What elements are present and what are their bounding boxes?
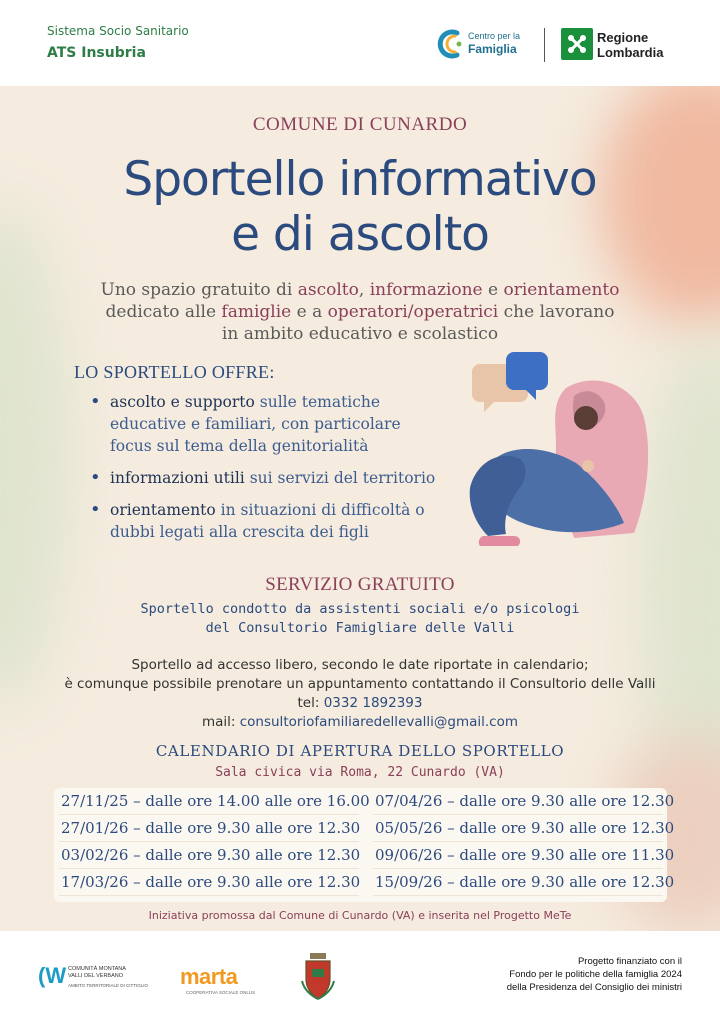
poster-area	[0, 86, 720, 931]
list-item-text: sui servizi del territorio	[244, 469, 436, 487]
calendar-row: 05/05/26 – dalle ore 9.30 alle ore 12.30	[373, 815, 663, 842]
funding-note	[382, 955, 682, 994]
regione-lombardia-cross-icon	[561, 28, 593, 60]
intro-text: dedicato alle	[105, 302, 222, 322]
calendar-table	[54, 788, 675, 902]
calendar-row: 17/03/26 – dalle ore 9.30 alle ore 12.30	[59, 869, 359, 896]
funding-line1: Progetto finanziato con il	[577, 956, 682, 967]
intro-highlight: informazione	[369, 280, 483, 300]
offre-heading: LO SPORTELLO OFFRE:	[74, 362, 275, 382]
intro-highlight: operatori/operatrici	[327, 302, 499, 322]
phone-number[interactable]: 0332 1892393	[323, 695, 423, 711]
funding-line3: della Presidenza del Consiglio dei ministri	[506, 982, 682, 993]
intro-text: e	[482, 280, 504, 300]
access-line1: Sportello ad accesso libero, secondo le date riportate in calendario;	[131, 657, 589, 673]
comune-crest-icon	[298, 951, 338, 1003]
centro-line1: Centro per la	[468, 31, 521, 41]
phone-label: tel:	[297, 695, 324, 711]
intro-line1	[40, 279, 680, 301]
intro-highlight: orientamento	[503, 280, 620, 300]
intro-highlight: ascolto	[297, 280, 359, 300]
centro-per-la-famiglia-logo	[437, 27, 537, 61]
list-item-text: sulle tematiche educative e familiari, con particolare focus sul tema della genitorialità	[110, 393, 401, 455]
intro-line3: in ambito educativo e scolastico	[221, 324, 499, 344]
phone-line	[0, 694, 720, 713]
page-title	[0, 152, 720, 262]
speech-bubbles-icon	[472, 352, 548, 412]
list-item-text: in situazioni di difficoltà o dubbi legati alla crescita dei figli	[110, 501, 425, 541]
ats-name: ATS Insubria	[47, 45, 146, 61]
centro-line2: Famiglia	[468, 42, 517, 56]
calendar-subtitle: Sala civica via Roma, 22 Cunardo (VA)	[215, 765, 505, 780]
servizio-heading: SERVIZIO GRATUITO	[265, 574, 455, 595]
list-item-strong: informazioni utili	[110, 469, 245, 487]
mail-address[interactable]: consultoriofamiliaredellevalli@gmail.com	[239, 714, 519, 730]
intro-highlight: famiglie	[221, 302, 292, 322]
comune-heading: COMUNE DI CUNARDO	[252, 114, 468, 135]
condotto-line2: del Consultorio Famigliare delle Valli	[205, 620, 515, 636]
title-line1: Sportello informativo	[123, 152, 597, 207]
mail-line	[0, 713, 720, 732]
marta-subtitle: COOPERATIVA SOCIALE ONLUS	[186, 990, 256, 995]
calendar-row: 27/01/26 – dalle ore 9.30 alle ore 12.30	[59, 815, 359, 842]
header-bar	[0, 0, 720, 86]
comunita-montana-ambito: AMBITO TERRITORIALE DI CITTIGLIO	[68, 983, 149, 988]
centro-famiglia-mark-icon	[437, 27, 465, 61]
list-item-strong: ascolto e supporto	[110, 393, 255, 411]
list-item	[90, 467, 440, 489]
intro-paragraph	[40, 279, 680, 345]
poster-content	[0, 86, 720, 931]
comunita-montana-logo	[38, 963, 148, 993]
calendar-column-right	[373, 788, 675, 896]
iniziativa-note: Iniziativa promossa dal Comune di Cunardo (VA) e inserita nel Progetto MeTe	[148, 909, 572, 922]
regione-line2: Lombardia	[597, 45, 664, 60]
intro-text: e a	[291, 302, 328, 322]
header-divider	[544, 28, 545, 62]
intro-text: che lavorano	[498, 302, 615, 322]
comunita-montana-name	[68, 966, 126, 980]
calendar-title: CALENDARIO DI APERTURA DELLO SPORTELLO	[155, 742, 565, 760]
access-info	[0, 656, 720, 732]
calendar-row: 27/11/25 – dalle ore 14.00 alle ore 16.00	[59, 788, 359, 815]
calendar-row: 09/06/26 – dalle ore 9.30 alle ore 11.30	[373, 842, 663, 869]
intro-text: ,	[358, 280, 370, 300]
calendar-row: 15/09/26 – dalle ore 9.30 alle ore 12.30	[373, 869, 663, 896]
list-item	[90, 391, 440, 457]
list-item	[90, 499, 440, 543]
services-list	[90, 391, 440, 553]
intro-line2	[40, 301, 680, 323]
title-line2: e di ascolto	[231, 207, 489, 262]
regione-line1: Regione	[597, 30, 649, 45]
funding-line2: Fondo per le politiche della famiglia 2024	[509, 969, 682, 980]
comunita-montana-mark-icon: (W	[38, 963, 67, 988]
cm-line2: VALLI DEL VERBANO	[68, 973, 124, 979]
mail-label: mail:	[201, 714, 240, 730]
condotto-line1: Sportello condotto da assistenti sociali e/o psicologi	[140, 601, 580, 617]
cm-line1: COMUNITÀ MONTANA	[68, 966, 126, 972]
calendar-column-left	[59, 788, 370, 896]
sad-person-illustration	[456, 348, 666, 568]
marta-wordmark: marta	[180, 964, 238, 989]
calendar-row: 03/02/26 – dalle ore 9.30 alle ore 12.30	[59, 842, 359, 869]
condotto-text	[0, 600, 720, 638]
footer-bar	[0, 931, 720, 1024]
access-line2: è comunque possibile prenotare un appuntamento contattando il Consultorio delle Valli	[64, 676, 656, 692]
intro-text: Uno spazio gratuito di	[100, 280, 298, 300]
regione-lombardia-logo	[561, 28, 691, 62]
marta-logo	[180, 964, 260, 1000]
ats-subtitle: Sistema Socio Sanitario	[47, 24, 189, 38]
list-item-strong: orientamento	[110, 501, 216, 519]
calendar-row: 07/04/26 – dalle ore 9.30 alle ore 12.30	[373, 788, 663, 815]
